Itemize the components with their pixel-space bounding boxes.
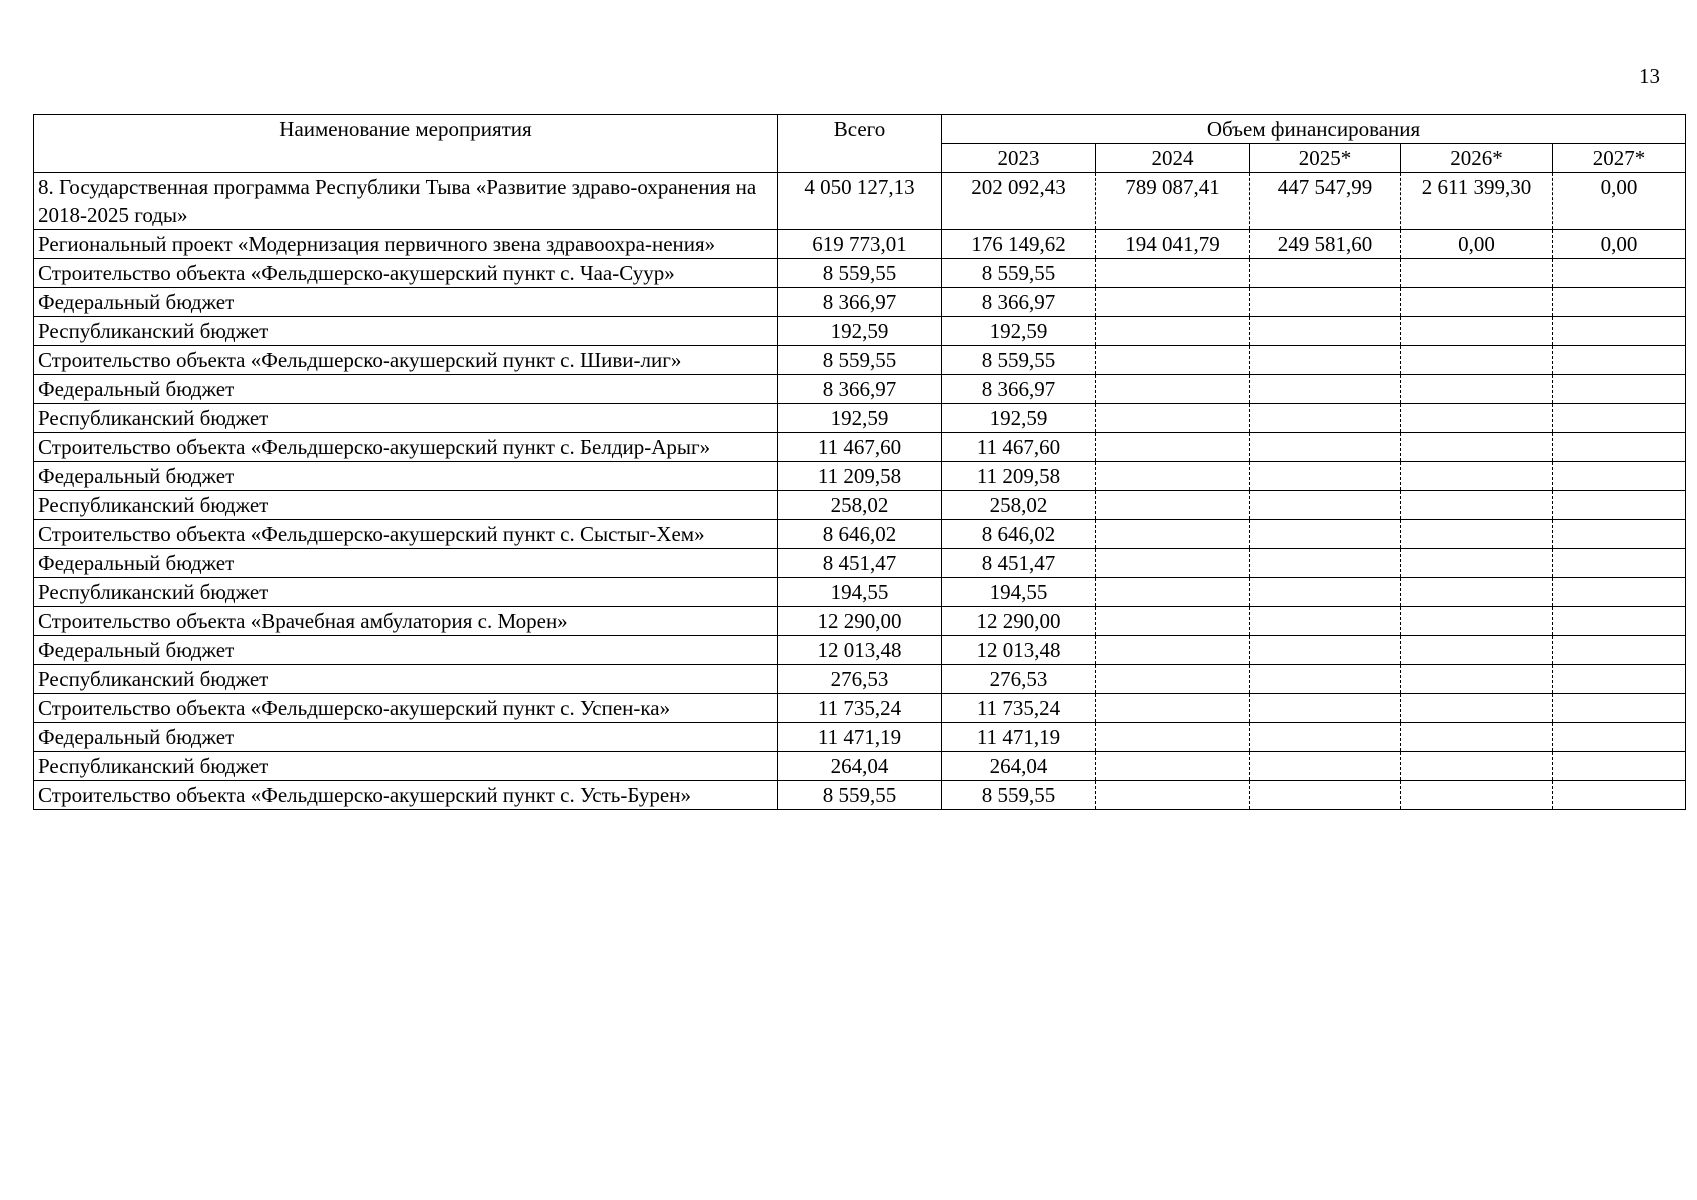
row-year-value bbox=[1401, 578, 1553, 607]
row-year-value bbox=[1096, 259, 1250, 288]
table-row bbox=[34, 404, 1686, 433]
row-year-value bbox=[1401, 433, 1553, 462]
row-name: 8. Государственная программа Республики Тыва «Развитие здраво-охранения на 2018-2025 годы» bbox=[34, 173, 778, 230]
row-year-value bbox=[1096, 607, 1250, 636]
row-name: Федеральный бюджет bbox=[34, 462, 778, 491]
header-year: 2023 bbox=[942, 144, 1096, 173]
table-row bbox=[34, 549, 1686, 578]
row-year-value bbox=[1250, 694, 1401, 723]
row-name: Республиканский бюджет bbox=[34, 665, 778, 694]
row-name: Строительство объекта «Фельдшерско-акушерский пункт с. Чаа-Суур» bbox=[34, 259, 778, 288]
table-row bbox=[34, 230, 1686, 259]
row-total: 8 559,55 bbox=[778, 259, 942, 288]
row-year-value: 11 735,24 bbox=[942, 694, 1096, 723]
table-row bbox=[34, 259, 1686, 288]
row-year-value bbox=[1401, 317, 1553, 346]
row-name: Республиканский бюджет bbox=[34, 491, 778, 520]
row-year-value bbox=[1096, 462, 1250, 491]
table-row bbox=[34, 462, 1686, 491]
table-row bbox=[34, 346, 1686, 375]
row-year-value bbox=[1250, 433, 1401, 462]
row-year-value bbox=[1553, 665, 1686, 694]
row-year-value: 176 149,62 bbox=[942, 230, 1096, 259]
row-year-value bbox=[1096, 636, 1250, 665]
row-year-value bbox=[1553, 462, 1686, 491]
row-total: 11 209,58 bbox=[778, 462, 942, 491]
row-year-value bbox=[1553, 723, 1686, 752]
table-row bbox=[34, 694, 1686, 723]
header-year: 2027* bbox=[1553, 144, 1686, 173]
row-year-value bbox=[1553, 549, 1686, 578]
row-total: 8 559,55 bbox=[778, 781, 942, 810]
financing-table bbox=[33, 114, 1686, 810]
row-total: 11 471,19 bbox=[778, 723, 942, 752]
header-row-top bbox=[34, 115, 1686, 144]
row-name: Федеральный бюджет bbox=[34, 549, 778, 578]
row-year-value: 194,55 bbox=[942, 578, 1096, 607]
row-year-value bbox=[1096, 288, 1250, 317]
row-total: 4 050 127,13 bbox=[778, 173, 942, 230]
row-year-value: 8 451,47 bbox=[942, 549, 1096, 578]
header-financing-group: Объем финансирования bbox=[942, 115, 1686, 144]
row-name: Строительство объекта «Фельдшерско-акушерский пункт с. Сыстыг-Хем» bbox=[34, 520, 778, 549]
table-row bbox=[34, 752, 1686, 781]
header-name: Наименование мероприятия bbox=[34, 115, 778, 173]
row-year-value bbox=[1096, 404, 1250, 433]
row-year-value bbox=[1553, 288, 1686, 317]
row-year-value bbox=[1401, 288, 1553, 317]
row-year-value bbox=[1250, 520, 1401, 549]
row-year-value bbox=[1096, 346, 1250, 375]
row-year-value bbox=[1401, 549, 1553, 578]
row-total: 8 559,55 bbox=[778, 346, 942, 375]
row-year-value bbox=[1401, 462, 1553, 491]
row-year-value bbox=[1250, 549, 1401, 578]
row-name: Республиканский бюджет bbox=[34, 404, 778, 433]
row-year-value bbox=[1401, 520, 1553, 549]
row-year-value bbox=[1553, 607, 1686, 636]
row-year-value: 249 581,60 bbox=[1250, 230, 1401, 259]
row-year-value bbox=[1553, 781, 1686, 810]
row-total: 192,59 bbox=[778, 317, 942, 346]
row-name: Республиканский бюджет bbox=[34, 317, 778, 346]
row-year-value bbox=[1250, 317, 1401, 346]
row-name: Строительство объекта «Фельдшерско-акушерский пункт с. Успен-ка» bbox=[34, 694, 778, 723]
row-year-value bbox=[1096, 520, 1250, 549]
row-name: Федеральный бюджет bbox=[34, 375, 778, 404]
row-year-value: 12 290,00 bbox=[942, 607, 1096, 636]
row-year-value: 258,02 bbox=[942, 491, 1096, 520]
row-year-value bbox=[1401, 694, 1553, 723]
table-row bbox=[34, 636, 1686, 665]
row-year-value: 12 013,48 bbox=[942, 636, 1096, 665]
row-total: 12 013,48 bbox=[778, 636, 942, 665]
row-year-value bbox=[1553, 520, 1686, 549]
row-year-value bbox=[1096, 375, 1250, 404]
row-year-value bbox=[1250, 288, 1401, 317]
row-year-value bbox=[1250, 665, 1401, 694]
table-row bbox=[34, 723, 1686, 752]
row-year-value: 0,00 bbox=[1553, 173, 1686, 230]
row-year-value bbox=[1250, 404, 1401, 433]
row-year-value: 447 547,99 bbox=[1250, 173, 1401, 230]
row-year-value bbox=[1553, 404, 1686, 433]
row-year-value: 202 092,43 bbox=[942, 173, 1096, 230]
row-year-value: 276,53 bbox=[942, 665, 1096, 694]
row-year-value bbox=[1401, 781, 1553, 810]
row-name: Региональный проект «Модернизация первичного звена здравоохра-нения» bbox=[34, 230, 778, 259]
row-year-value bbox=[1096, 491, 1250, 520]
row-year-value bbox=[1250, 578, 1401, 607]
row-total: 8 646,02 bbox=[778, 520, 942, 549]
row-year-value bbox=[1553, 636, 1686, 665]
row-year-value bbox=[1250, 491, 1401, 520]
row-year-value: 11 209,58 bbox=[942, 462, 1096, 491]
table-body bbox=[34, 173, 1686, 810]
table-row bbox=[34, 317, 1686, 346]
row-total: 12 290,00 bbox=[778, 607, 942, 636]
row-year-value bbox=[1250, 752, 1401, 781]
row-total: 194,55 bbox=[778, 578, 942, 607]
row-year-value: 194 041,79 bbox=[1096, 230, 1250, 259]
row-year-value: 789 087,41 bbox=[1096, 173, 1250, 230]
table-row bbox=[34, 520, 1686, 549]
row-year-value bbox=[1553, 375, 1686, 404]
row-year-value bbox=[1096, 781, 1250, 810]
row-year-value bbox=[1250, 375, 1401, 404]
row-year-value: 11 471,19 bbox=[942, 723, 1096, 752]
row-year-value bbox=[1401, 491, 1553, 520]
row-year-value bbox=[1096, 549, 1250, 578]
row-year-value bbox=[1401, 752, 1553, 781]
row-year-value bbox=[1401, 346, 1553, 375]
row-year-value bbox=[1553, 433, 1686, 462]
row-year-value: 11 467,60 bbox=[942, 433, 1096, 462]
row-name: Федеральный бюджет bbox=[34, 636, 778, 665]
table-row bbox=[34, 578, 1686, 607]
row-year-value: 192,59 bbox=[942, 317, 1096, 346]
row-total: 8 451,47 bbox=[778, 549, 942, 578]
row-name: Строительство объекта «Фельдшерско-акушерский пункт с. Усть-Бурен» bbox=[34, 781, 778, 810]
row-year-value bbox=[1401, 607, 1553, 636]
row-name: Строительство объекта «Фельдшерско-акушерский пункт с. Шиви-лиг» bbox=[34, 346, 778, 375]
row-year-value: 2 611 399,30 bbox=[1401, 173, 1553, 230]
row-year-value: 8 366,97 bbox=[942, 288, 1096, 317]
header-year: 2024 bbox=[1096, 144, 1250, 173]
row-year-value: 0,00 bbox=[1553, 230, 1686, 259]
row-year-value bbox=[1401, 636, 1553, 665]
row-name: Строительство объекта «Фельдшерско-акушерский пункт с. Белдир-Арыг» bbox=[34, 433, 778, 462]
page-number: 13 bbox=[1639, 64, 1660, 88]
row-total: 192,59 bbox=[778, 404, 942, 433]
row-year-value bbox=[1250, 346, 1401, 375]
table-row bbox=[34, 433, 1686, 462]
row-total: 11 467,60 bbox=[778, 433, 942, 462]
row-year-value bbox=[1250, 636, 1401, 665]
row-year-value bbox=[1096, 433, 1250, 462]
row-year-value bbox=[1401, 665, 1553, 694]
row-year-value bbox=[1401, 259, 1553, 288]
row-year-value bbox=[1401, 375, 1553, 404]
row-year-value bbox=[1096, 694, 1250, 723]
row-year-value bbox=[1553, 578, 1686, 607]
row-year-value bbox=[1250, 607, 1401, 636]
table-row bbox=[34, 288, 1686, 317]
row-year-value: 8 559,55 bbox=[942, 346, 1096, 375]
row-year-value bbox=[1250, 723, 1401, 752]
table-row bbox=[34, 173, 1686, 230]
row-total: 264,04 bbox=[778, 752, 942, 781]
row-year-value bbox=[1096, 752, 1250, 781]
row-total: 276,53 bbox=[778, 665, 942, 694]
row-year-value bbox=[1401, 404, 1553, 433]
header-year: 2025* bbox=[1250, 144, 1401, 173]
row-name: Федеральный бюджет bbox=[34, 288, 778, 317]
row-year-value: 8 366,97 bbox=[942, 375, 1096, 404]
row-total: 8 366,97 bbox=[778, 375, 942, 404]
row-year-value bbox=[1250, 259, 1401, 288]
row-year-value: 8 559,55 bbox=[942, 781, 1096, 810]
row-year-value bbox=[1553, 694, 1686, 723]
header-total: Всего bbox=[778, 115, 942, 173]
row-year-value bbox=[1250, 781, 1401, 810]
row-name: Республиканский бюджет bbox=[34, 578, 778, 607]
row-year-value bbox=[1553, 346, 1686, 375]
row-year-value bbox=[1096, 317, 1250, 346]
row-year-value bbox=[1096, 665, 1250, 694]
row-year-value: 192,59 bbox=[942, 404, 1096, 433]
row-year-value bbox=[1553, 752, 1686, 781]
table-row bbox=[34, 375, 1686, 404]
row-year-value: 0,00 bbox=[1401, 230, 1553, 259]
row-year-value bbox=[1553, 491, 1686, 520]
table-row bbox=[34, 607, 1686, 636]
row-year-value: 8 559,55 bbox=[942, 259, 1096, 288]
row-total: 258,02 bbox=[778, 491, 942, 520]
row-year-value: 264,04 bbox=[942, 752, 1096, 781]
row-year-value bbox=[1250, 462, 1401, 491]
header-year: 2026* bbox=[1401, 144, 1553, 173]
row-year-value bbox=[1553, 317, 1686, 346]
row-name: Республиканский бюджет bbox=[34, 752, 778, 781]
row-total: 619 773,01 bbox=[778, 230, 942, 259]
row-year-value bbox=[1553, 259, 1686, 288]
table-row bbox=[34, 491, 1686, 520]
row-year-value bbox=[1096, 578, 1250, 607]
row-name: Федеральный бюджет bbox=[34, 723, 778, 752]
row-total: 11 735,24 bbox=[778, 694, 942, 723]
row-year-value: 8 646,02 bbox=[942, 520, 1096, 549]
row-year-value bbox=[1096, 723, 1250, 752]
row-year-value bbox=[1401, 723, 1553, 752]
row-name: Строительство объекта «Врачебная амбулатория с. Морен» bbox=[34, 607, 778, 636]
row-total: 8 366,97 bbox=[778, 288, 942, 317]
table-row bbox=[34, 781, 1686, 810]
table-row bbox=[34, 665, 1686, 694]
